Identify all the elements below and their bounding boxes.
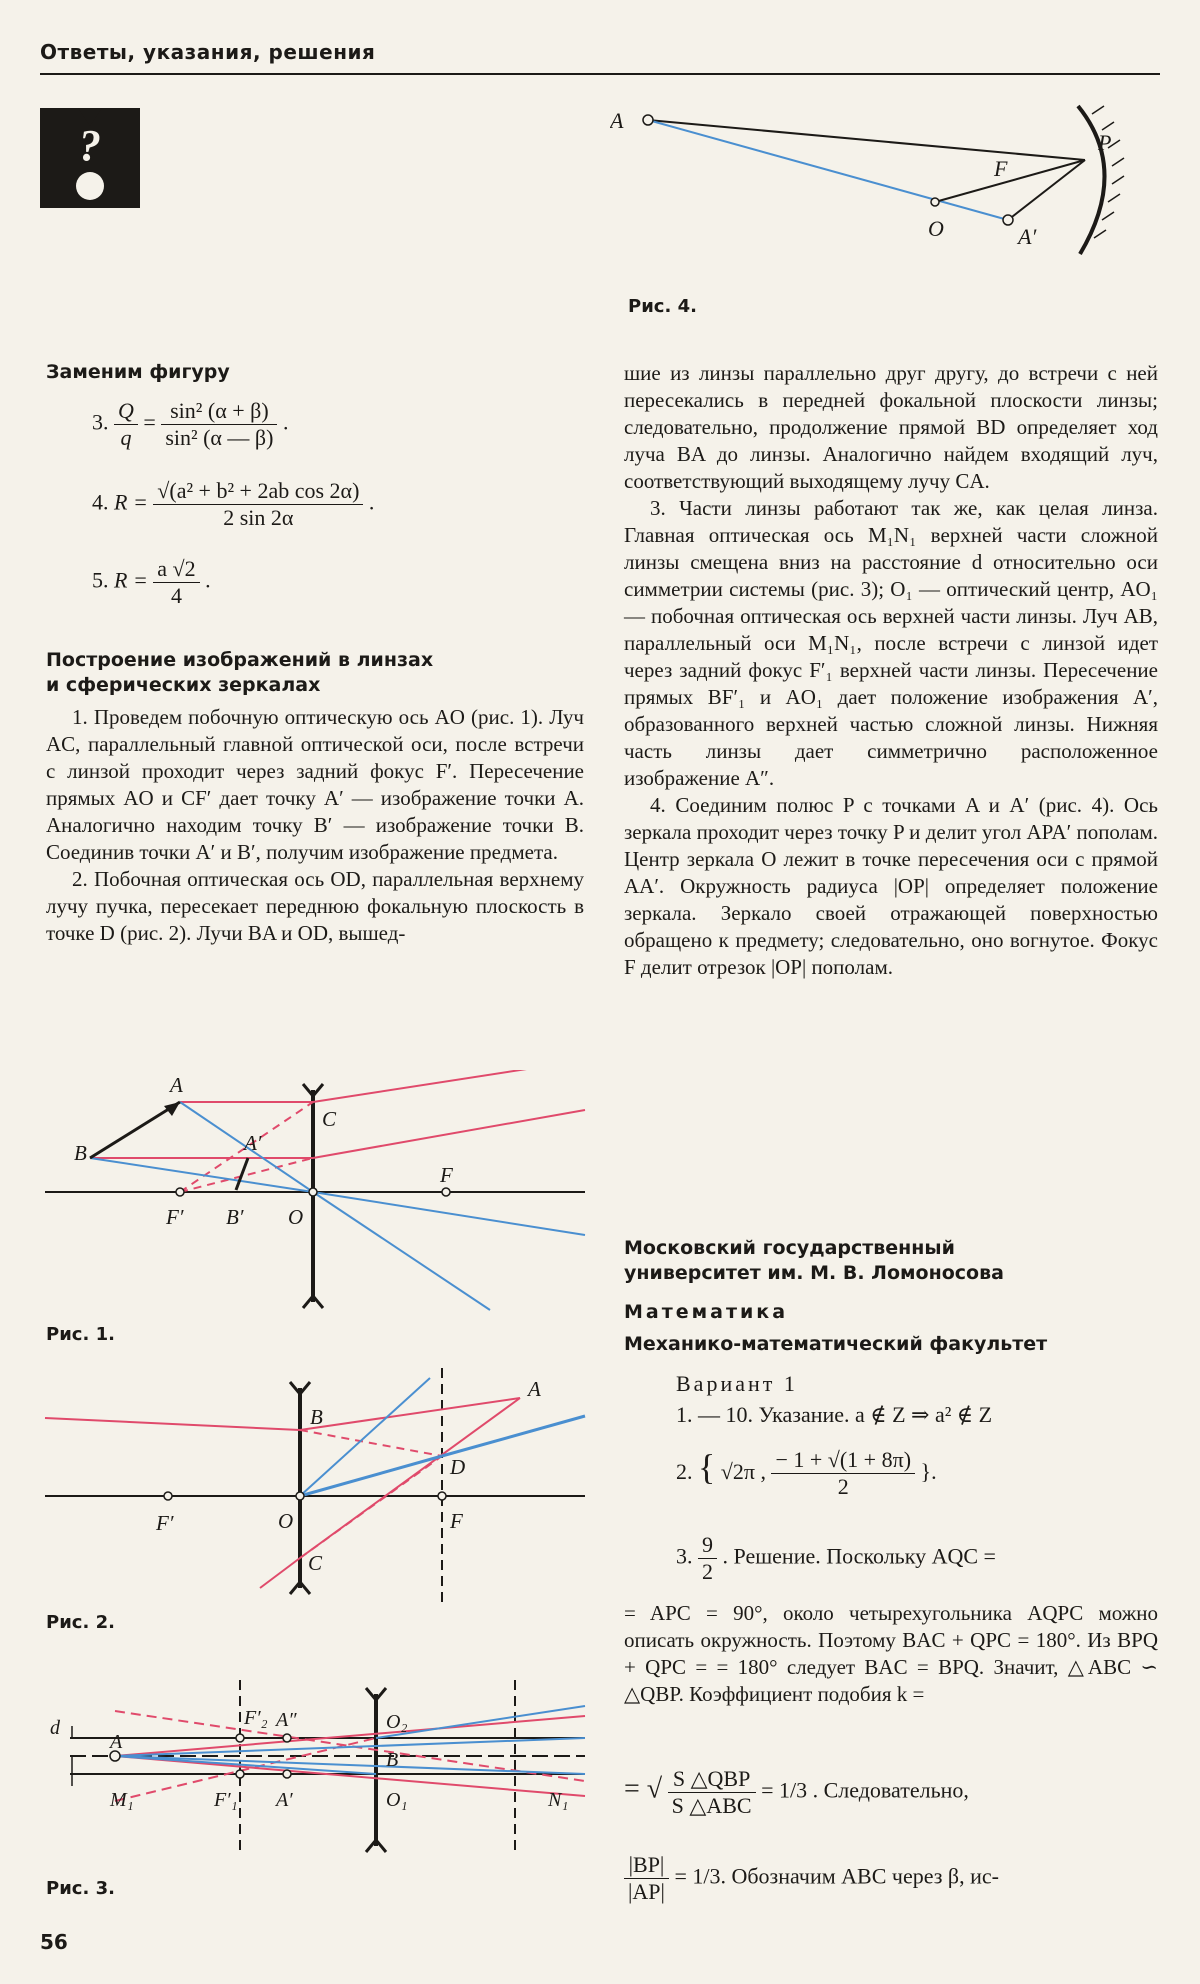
- svg-text:B: B: [386, 1749, 399, 1771]
- svg-text:P: P: [1098, 130, 1112, 155]
- svg-text:A: A: [170, 1073, 183, 1097]
- formula-3: 3. $\frac{Q}{q}$ = $\frac{\text{sin² (α + β)}}{\text{sin² (α — β)}}$ .: [92, 398, 289, 450]
- svg-text:?: ?: [79, 121, 101, 170]
- svg-text:C: C: [308, 1551, 323, 1575]
- rhs-den: 4: [170, 583, 182, 608]
- svg-text:F′₂: F′₂: [244, 1707, 268, 1729]
- svg-text:D: D: [450, 1455, 466, 1479]
- formula-4: 4. R = $\frac{\text{√(a² + b² + 2ab cos 2α)}}{2 \sin 2\alpha}$ .: [92, 478, 375, 530]
- figure-4-mirror-diagram: [610, 100, 1170, 260]
- svg-text:B′: B′: [226, 1205, 244, 1229]
- svg-text:A: A: [610, 108, 624, 133]
- paragraph-2: 2. Побочная оптическая ось OD, параллельная верхнему лучу пучка, пересекает переднюю фокальную плоскость в точке D (рис. 2). Лучи BA и OD, вышед-: [46, 867, 584, 945]
- svg-text:A: A: [110, 1731, 123, 1753]
- svg-text:F: F: [450, 1509, 463, 1533]
- svg-text:M₁: M₁: [110, 1789, 134, 1811]
- figure-4-caption: Рис. 4.: [628, 296, 697, 317]
- svg-text:F: F: [994, 156, 1008, 181]
- faculty-heading: Механико-математический факультет: [624, 1333, 1048, 1355]
- university-heading: Московский государственный университет им. М. В. Ломоносова: [624, 1237, 1004, 1284]
- answer-3-text: = APC = 90°, около четырехугольника AQPC можно описать окружность. Поэтому BAC + QPC = 180°. Из BPQ + QPC = = 180° следует BAC = BPQ. Значит, △ABC ∽ △QBP. Коэффициент подобия k =: [624, 1601, 1158, 1706]
- svg-text:O: O: [288, 1205, 304, 1229]
- rhs-den: 2 sin 2α: [223, 505, 294, 530]
- formula-num: 3.: [92, 409, 109, 435]
- intro-heading: Заменим фигуру: [46, 361, 230, 383]
- answer-3-last-line: $\frac{|BP|}{|AP|}$ = 1/3. Обозначим ABC через β, ис-: [624, 1852, 1158, 1905]
- formula-num: 5.: [92, 567, 109, 593]
- figure-1-caption: Рис. 1.: [46, 1324, 115, 1345]
- svg-text:A″: A″: [276, 1709, 297, 1731]
- page-number: 56: [40, 1930, 68, 1954]
- svg-text:F: F: [440, 1163, 453, 1187]
- svg-text:C: C: [322, 1107, 337, 1131]
- running-header: Ответы, указания, решения: [40, 40, 376, 64]
- answer-1: 1. — 10. Указание. a ∉ Z ⇒ a² ∉ Z: [676, 1402, 993, 1427]
- svg-text:F′₁: F′₁: [214, 1789, 238, 1811]
- svg-text:A: A: [528, 1377, 541, 1401]
- svg-text:O: O: [928, 216, 944, 241]
- lhs-num: Q: [114, 398, 138, 425]
- figure-3-compound-lens-diagram: [40, 1676, 590, 1876]
- formula-num: 4.: [92, 489, 109, 515]
- svg-text:B: B: [74, 1141, 87, 1165]
- figure-2-lens-diagram: [40, 1368, 590, 1608]
- figure-1-lens-diagram: [40, 1070, 590, 1320]
- answer-3-header: 3. $\frac{9}{2}$ . Решение. Поскольку AQC =: [676, 1532, 996, 1584]
- figure-3-caption: Рис. 3.: [46, 1878, 115, 1899]
- svg-text:F′: F′: [156, 1511, 174, 1535]
- subject-heading: Математика: [624, 1301, 789, 1323]
- lhs-den: q: [120, 425, 132, 450]
- section-title: Построение изображений в линзах и сферических зеркалах: [46, 649, 434, 696]
- answer-3-coefficient: = √ $\frac{\text{S △QBP}}{\text{S △ABC}}$ = 1/3 . Следовательно,: [624, 1766, 969, 1818]
- variant-label: Вариант 1: [676, 1371, 798, 1396]
- header-rule: [40, 73, 1160, 75]
- svg-text:N₁: N₁: [548, 1789, 569, 1811]
- paragraph-1: 1. Проведем побочную оптическую ось AO (рис. 1). Луч AC, параллельный главной оптической оси, после встречи с линзой проходит через задний фокус F′. Пересечение прямых AO и CF′ дает точку A′ — изображение точки A. Аналогично находим точку B′ — изображение точки B. Соединив точки A′ и B′, получим изображение предмета.: [46, 705, 584, 864]
- svg-text:B: B: [310, 1405, 323, 1429]
- left-text-block: [46, 704, 584, 947]
- svg-text:O₁: O₁: [386, 1789, 408, 1811]
- question-logo-icon: [40, 108, 140, 208]
- rhs-den: sin² (α — β): [165, 425, 274, 450]
- svg-text:A′: A′: [1018, 224, 1037, 249]
- svg-text:A′: A′: [276, 1789, 293, 1811]
- right-text-block: [624, 360, 1158, 981]
- paragraph-2-continued: шие из линзы параллельно друг другу, до встречи с ней пересекались в передней фокальной плоскости линзы; следовательно, продолжение прямой BD определяет ход луча BA до линзы. Аналогично найдем входящий луч, соответствующий выходящему лучу CA.: [624, 361, 1158, 493]
- svg-text:O: O: [278, 1509, 294, 1533]
- svg-text:A′: A′: [244, 1131, 262, 1155]
- figure-2-caption: Рис. 2.: [46, 1612, 115, 1633]
- rhs-num: a √2: [153, 556, 199, 583]
- rhs-num: √(a² + b² + 2ab cos 2α): [153, 478, 363, 505]
- svg-text:O₂: O₂: [386, 1711, 408, 1733]
- answer-2: 2. { √2π , $\frac{- 1 + √(1 + 8\pi)}{2}$ }.: [676, 1447, 937, 1500]
- rhs-num: sin² (α + β): [161, 398, 277, 425]
- svg-text:F′: F′: [166, 1205, 184, 1229]
- svg-text:d: d: [50, 1717, 60, 1739]
- paragraph-3: 3. Части линзы работают так же, как целая линза. Главная оптическая ось M₁N₁ верхней части сложной линзы смещена вниз на расстояние d относительно оси симметрии системы (рис. 3); O₁ — оптический центр, AO₁ — побочная оптическая ось верхней части линзы. Луч AB, параллельный оси M₁N₁, после встречи с линзой идет через задний фокус F′₁ верхней части линзы. Пересечение прямых BF′₁ и AO₁ дает положение изображения A′, образованного верхней частью сложной линзы. Нижняя часть линзы дает симметрично расположенное изображение A″.: [624, 496, 1158, 790]
- paragraph-4: 4. Соединим полюс P с точками A и A′ (рис. 4). Ось зеркала проходит через точку P и делит угол APA′ пополам. Центр зеркала O лежит в точке пересечения оси с прямой AA′. Окружность радиуса |OP| определяет положение зеркала. Зеркало своей отражающей поверхностью обращено к предмету; следовательно, оно вогнутое. Фокус F делит отрезок |OP| пополам.: [624, 793, 1158, 979]
- formula-5: 5. R = $\frac{a √2}{4}$ .: [92, 556, 211, 608]
